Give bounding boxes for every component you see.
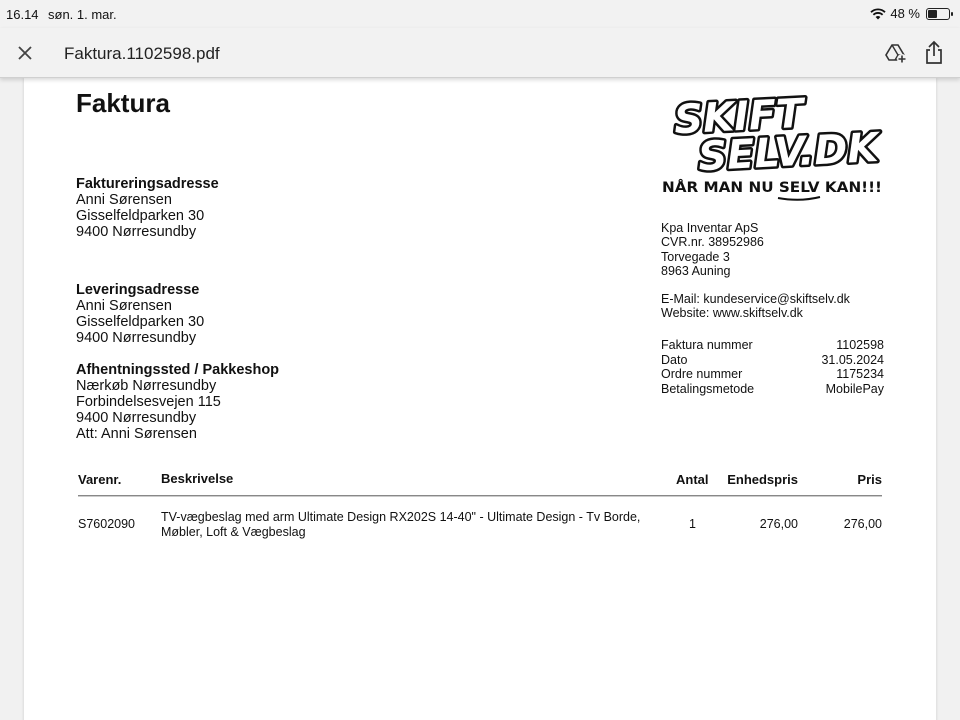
pickup-address bbox=[76, 362, 279, 442]
header-enhedspris: Enhedspris bbox=[727, 472, 798, 487]
add-to-drive-button[interactable] bbox=[884, 41, 908, 65]
company-email: E-Mail: kundeservice@skiftselv.dk bbox=[661, 292, 850, 307]
shipping-line: 9400 Nørresundby bbox=[76, 330, 197, 346]
cell-beskrivelse: TV-vægbeslag med arm Ultimate Design RX202S 14-40" - Ultimate Design - Tv Borde, Møbler, Loft & Vægbeslag bbox=[161, 510, 641, 539]
pdf-page bbox=[24, 78, 936, 720]
company-info bbox=[661, 221, 850, 321]
cell-antal: 1 bbox=[689, 517, 696, 531]
billing-line: Gisselfeldparken 30 bbox=[76, 208, 205, 224]
invoice-meta bbox=[661, 338, 884, 396]
header-divider bbox=[78, 495, 882, 497]
add-to-drive-icon bbox=[884, 41, 908, 65]
pickup-line: 9400 Nørresundby bbox=[76, 410, 197, 426]
wifi-icon bbox=[870, 8, 886, 20]
pickup-line: Nærkøb Nørresundby bbox=[76, 378, 217, 394]
company-line: CVR.nr. 38952986 bbox=[661, 235, 764, 250]
cell-pris: 276,00 bbox=[843, 517, 882, 531]
meta-row bbox=[661, 382, 884, 397]
invoice-title: Faktura bbox=[76, 88, 170, 118]
logo-tagline: NÅR MAN NU SELV KAN!!! bbox=[662, 180, 865, 196]
pickup-line: Forbindelsesvejen 115 bbox=[76, 394, 221, 410]
billing-line: Anni Sørensen bbox=[76, 192, 172, 208]
status-right bbox=[870, 6, 950, 21]
billing-address bbox=[76, 176, 219, 240]
meta-value: 31.05.2024 bbox=[821, 352, 884, 367]
meta-row bbox=[661, 338, 884, 353]
invoice-table bbox=[78, 472, 882, 550]
company-line: Torvegade 3 bbox=[661, 249, 730, 264]
pdf-toolbar bbox=[0, 28, 960, 78]
battery-fill bbox=[928, 10, 937, 18]
shipping-address bbox=[76, 282, 204, 346]
meta-label: Dato bbox=[661, 352, 688, 367]
billing-heading: Faktureringsadresse bbox=[76, 176, 219, 192]
file-name: Faktura.1102598.pdf bbox=[64, 44, 220, 63]
status-bar bbox=[0, 0, 960, 28]
shipping-line: Anni Sørensen bbox=[76, 298, 172, 314]
close-button[interactable] bbox=[12, 40, 38, 66]
status-time: 16.14 bbox=[6, 7, 39, 22]
share-icon bbox=[922, 40, 946, 66]
cell-enhedspris: 276,00 bbox=[759, 517, 798, 531]
company-line: 8963 Auning bbox=[661, 263, 731, 278]
meta-value: 1102598 bbox=[836, 338, 884, 352]
share-button[interactable] bbox=[922, 40, 946, 66]
logo-line1: SKIFT bbox=[673, 90, 805, 144]
meta-row bbox=[661, 353, 884, 368]
close-icon bbox=[17, 45, 33, 61]
table-row bbox=[78, 510, 882, 550]
table-header bbox=[78, 472, 882, 498]
cell-varenr: S7602090 bbox=[78, 517, 136, 531]
header-antal: Antal bbox=[676, 472, 709, 487]
header-pris: Pris bbox=[857, 472, 882, 487]
battery-icon bbox=[926, 8, 950, 20]
pickup-heading: Afhentningssted / Pakkeshop bbox=[76, 362, 280, 378]
meta-value: 1175234 bbox=[836, 367, 884, 381]
logo-line2: SELV.DK bbox=[697, 124, 880, 181]
meta-label: Betalingsmetode bbox=[661, 381, 755, 396]
battery-percent: 48 % bbox=[890, 6, 920, 21]
company-website: Website: www.skiftselv.dk bbox=[661, 306, 803, 321]
meta-label: Ordre nummer bbox=[661, 367, 743, 381]
header-beskrivelse: Beskrivelse bbox=[161, 471, 234, 486]
billing-line: 9400 Nørresundby bbox=[76, 224, 197, 240]
meta-value: MobilePay bbox=[825, 381, 884, 396]
shipping-line: Gisselfeldparken 30 bbox=[76, 314, 205, 330]
skiftselv-logo bbox=[660, 84, 886, 202]
shipping-heading: Leveringsadresse bbox=[76, 282, 200, 298]
company-line: Kpa Inventar ApS bbox=[661, 221, 759, 235]
status-date: søn. 1. mar. bbox=[48, 7, 117, 22]
meta-label: Faktura nummer bbox=[661, 338, 753, 352]
meta-row bbox=[661, 367, 884, 382]
pickup-line: Att: Anni Sørensen bbox=[76, 426, 197, 442]
header-varenr: Varenr. bbox=[78, 472, 122, 487]
